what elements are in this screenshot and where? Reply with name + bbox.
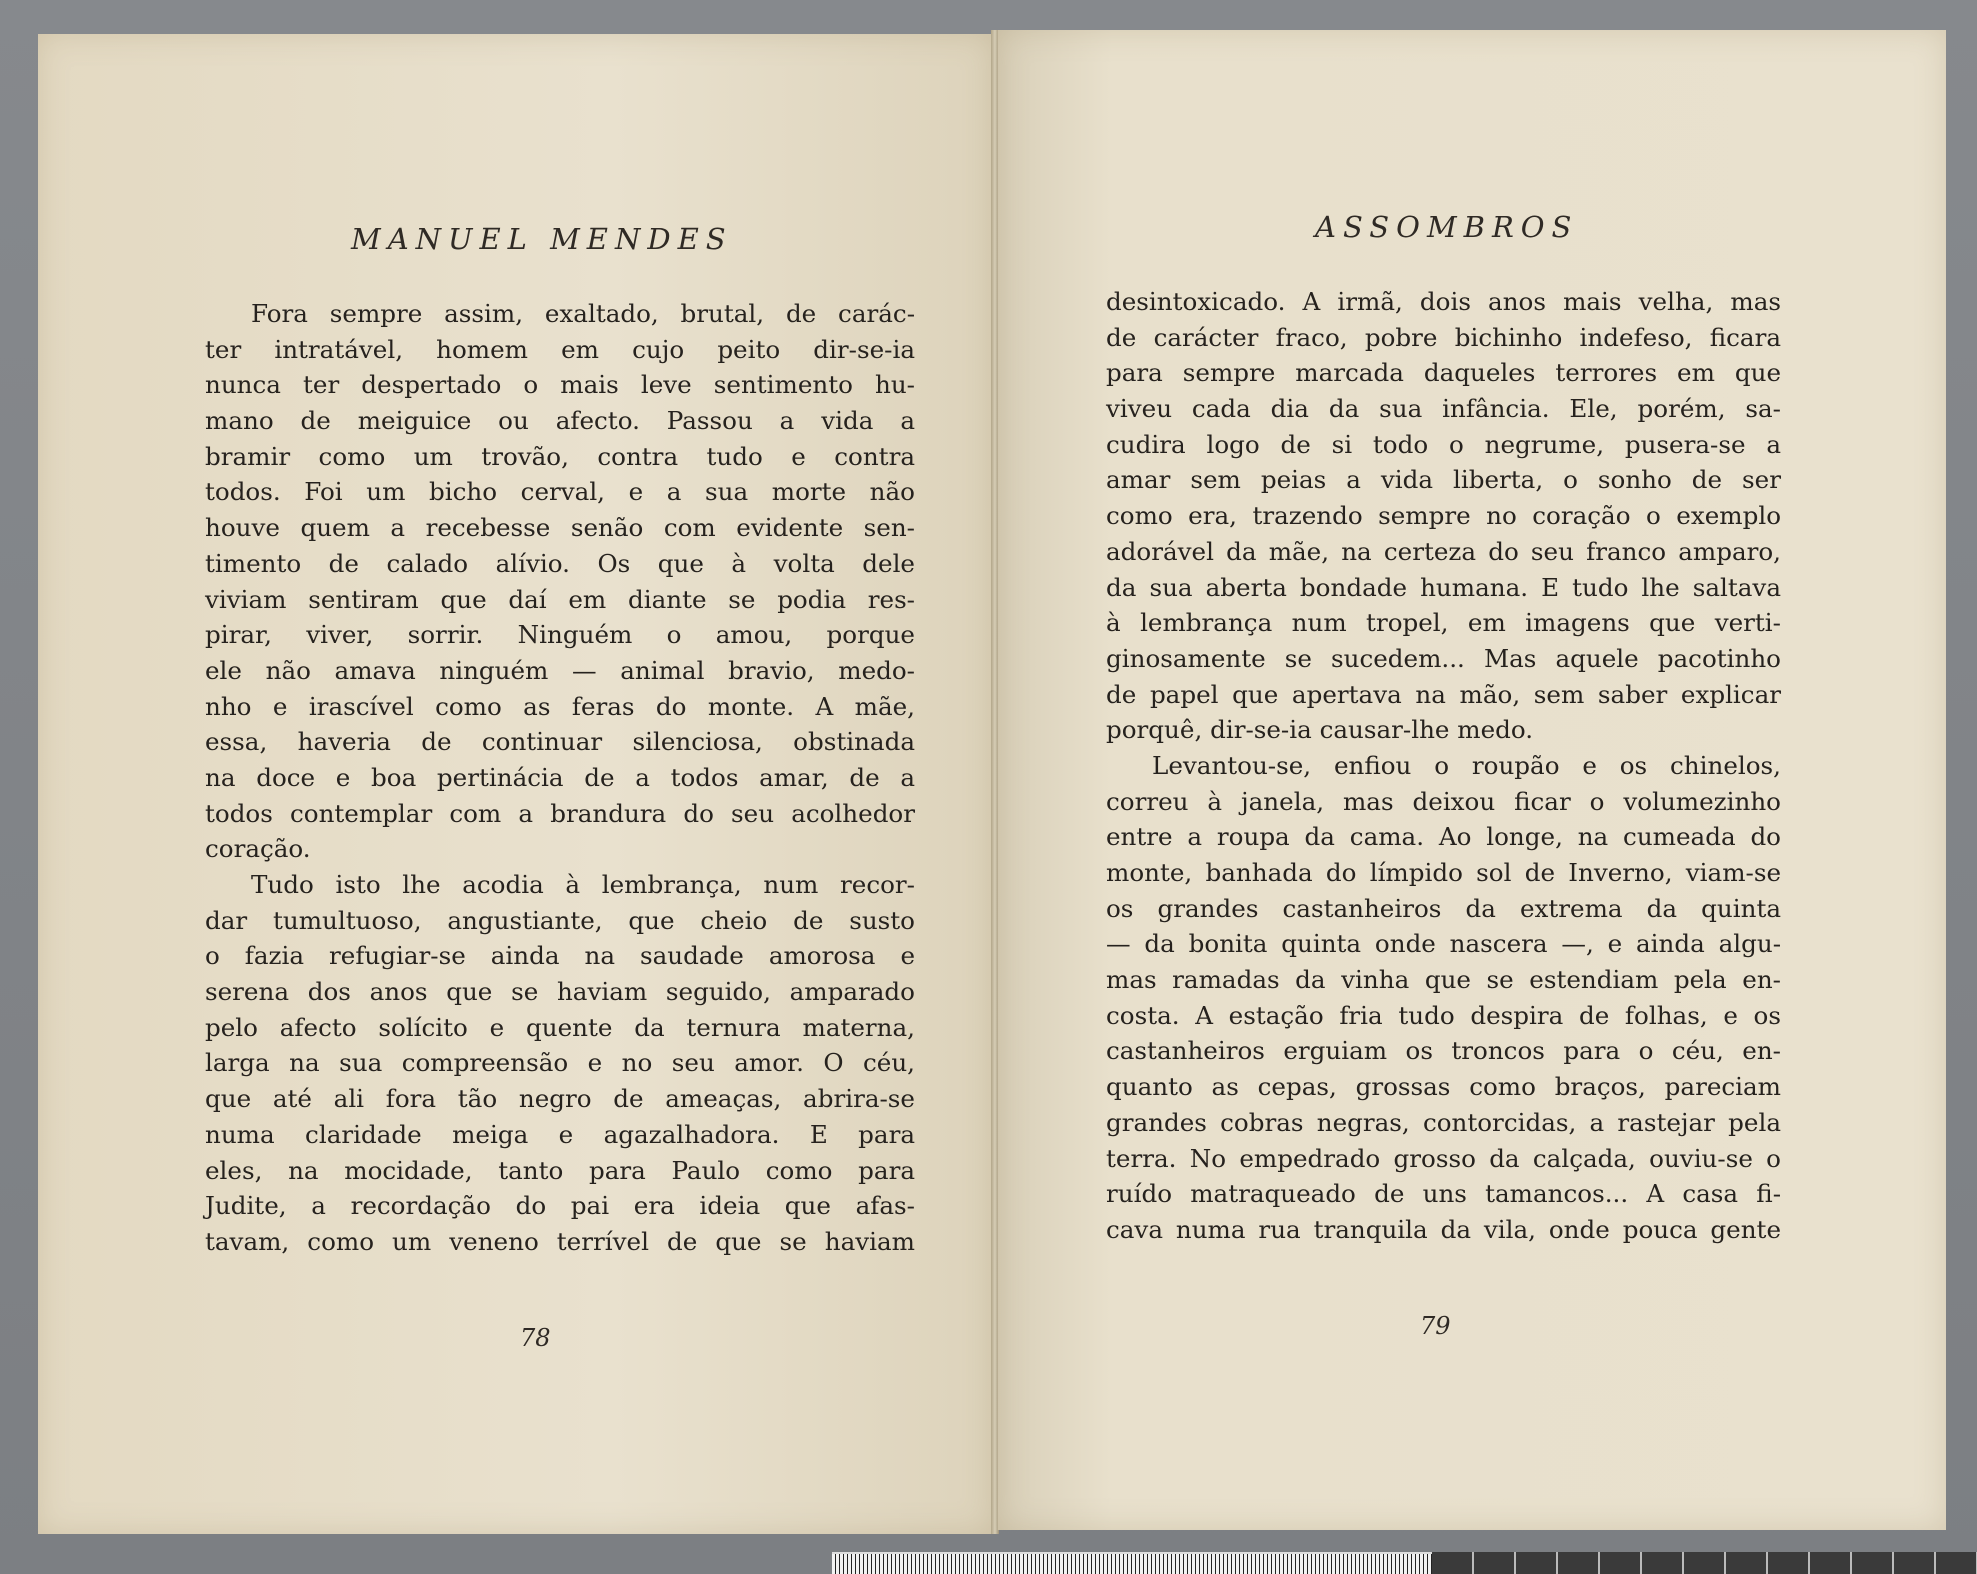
text-line: correu à janela, mas deixou ficar o volumezinho [1106, 786, 1781, 816]
text-line: o fazia refugiar-se ainda na saudade amorosa e [205, 941, 915, 971]
text-line: monte, banhada do límpido sol de Inverno, viam-se [1106, 858, 1781, 887]
text-line: numa claridade meiga e agazalhadora. E para [205, 1119, 915, 1149]
text-line: nunca ter despertado o mais leve sentimento hu- [205, 370, 915, 400]
text-line: eles, na mocidade, tanto para Paulo como para [205, 1155, 915, 1185]
text-line: castanheiros erguiam os troncos para o céu, en- [1106, 1036, 1781, 1066]
text-line: da sua aberta bondade humana. E tudo lhe saltava [1106, 572, 1781, 602]
text-line: terra. No empedrado grosso da calçada, ouviu-se o [1106, 1143, 1781, 1173]
text-line: mas ramadas da vinha que se estendiam pela en- [1106, 965, 1781, 995]
text-line: todos. Foi um bicho cerval, e a sua morte não [205, 477, 915, 507]
text-line: de carácter fraco, pobre bichinho indefeso, ficara [1106, 322, 1781, 352]
text-line: adorável da mãe, na certeza do seu franco amparo, [1106, 536, 1781, 566]
text-line: entre a roupa da cama. Ao longe, na cumeada do [1106, 822, 1781, 852]
text-line: ruído matraqueado de uns tamancos... A casa fi- [1106, 1179, 1781, 1209]
text-line: Judite, a recordação do pai era ideia que afas- [205, 1191, 915, 1221]
text-line: que até ali fora tão negro de ameaças, abrira-se [205, 1084, 915, 1114]
text-line: como era, trazendo sempre no coração o exemplo [1106, 501, 1781, 531]
text-line: porquê, dir-se-ia causar-lhe medo. [1106, 715, 1534, 745]
text-line: Levantou-se, enfiou o roupão e os chinelos, [1152, 750, 1781, 780]
text-line: os grandes castanheiros da extrema da quinta [1106, 893, 1781, 923]
text-line: pirar, viver, sorrir. Ninguém o amou, porque [205, 620, 915, 650]
text-line: Tudo isto lhe acodia à lembrança, num recor- [251, 870, 915, 899]
text-line: dar tumultuoso, angustiante, que cheio de susto [205, 905, 915, 935]
text-line: quanto as cepas, grossas como braços, pareciam [1106, 1072, 1781, 1102]
text-line: cudira logo de si todo o negrume, pusera-se a [1106, 429, 1781, 459]
text-line: larga na sua compreensão e no seu amor. O céu, [205, 1048, 915, 1078]
text-line: costa. A estação fria tudo despira de folhas, e os [1106, 1000, 1781, 1030]
text-line: Fora sempre assim, exaltado, brutal, de carác- [251, 299, 915, 328]
text-line: na doce e boa pertinácia de a todos amar, de a [205, 762, 915, 792]
left-page [38, 34, 994, 1534]
text-line: grandes cobras negras, contorcidas, a rastejar pela [1106, 1107, 1781, 1137]
right-page [997, 30, 1946, 1530]
running-head-right: ASSOMBROS [1315, 210, 1579, 244]
text-line: cava numa rua tranquila da vila, onde pouca gente [1106, 1214, 1781, 1244]
text-line: desintoxicado. A irmã, dois anos mais velha, mas [1106, 287, 1781, 316]
text-line: à lembrança num tropel, em imagens que verti- [1106, 608, 1781, 638]
text-line: de papel que apertava na mão, sem saber explicar [1106, 679, 1781, 709]
page-number-left: 78 [520, 1324, 551, 1352]
text-line: coração. [205, 834, 311, 864]
page-number-right: 79 [1420, 1312, 1451, 1340]
text-line: pelo afecto solícito e quente da ternura materna, [205, 1012, 915, 1042]
text-line: timento de calado alívio. Os que à volta dele [205, 548, 915, 578]
text-line: mano de meiguice ou afecto. Passou a vida a [205, 406, 915, 436]
color-scale-bar [1432, 1552, 1977, 1574]
running-head-left: MANUEL MENDES [351, 222, 733, 256]
text-line: amar sem peias a vida liberta, o sonho de ser [1106, 465, 1781, 495]
text-line: viviam sentiram que daí em diante se podia res- [205, 584, 915, 614]
text-line: para sempre marcada daqueles terrores em que [1106, 358, 1781, 388]
text-line: ter intratável, homem em cujo peito dir-se-ia [205, 334, 915, 364]
text-line: serena dos anos que se haviam seguido, amparado [205, 977, 915, 1007]
text-line: todos contemplar com a brandura do seu acolhedor [205, 798, 915, 828]
text-line: houve quem a recebesse senão com evidente sen- [205, 513, 915, 543]
text-line: ginosamente se sucedem... Mas aquele pacotinho [1106, 643, 1781, 673]
text-line: — da bonita quinta onde nascera —, e ainda algu- [1106, 929, 1781, 959]
right-page-body [1106, 284, 1781, 1248]
text-line: essa, haveria de continuar silenciosa, obstinada [205, 727, 915, 757]
left-page-body [205, 296, 915, 1260]
text-line: tavam, como um veneno terrível de que se haviam [205, 1226, 915, 1256]
text-line: ele não amava ninguém — animal bravio, medo- [205, 655, 915, 685]
text-line: nho e irascível como as feras do monte. A mãe, [205, 691, 915, 721]
text-line: viveu cada dia da sua infância. Ele, porém, sa- [1106, 394, 1781, 424]
text-line: bramir como um trovão, contra tudo e contra [205, 441, 915, 471]
